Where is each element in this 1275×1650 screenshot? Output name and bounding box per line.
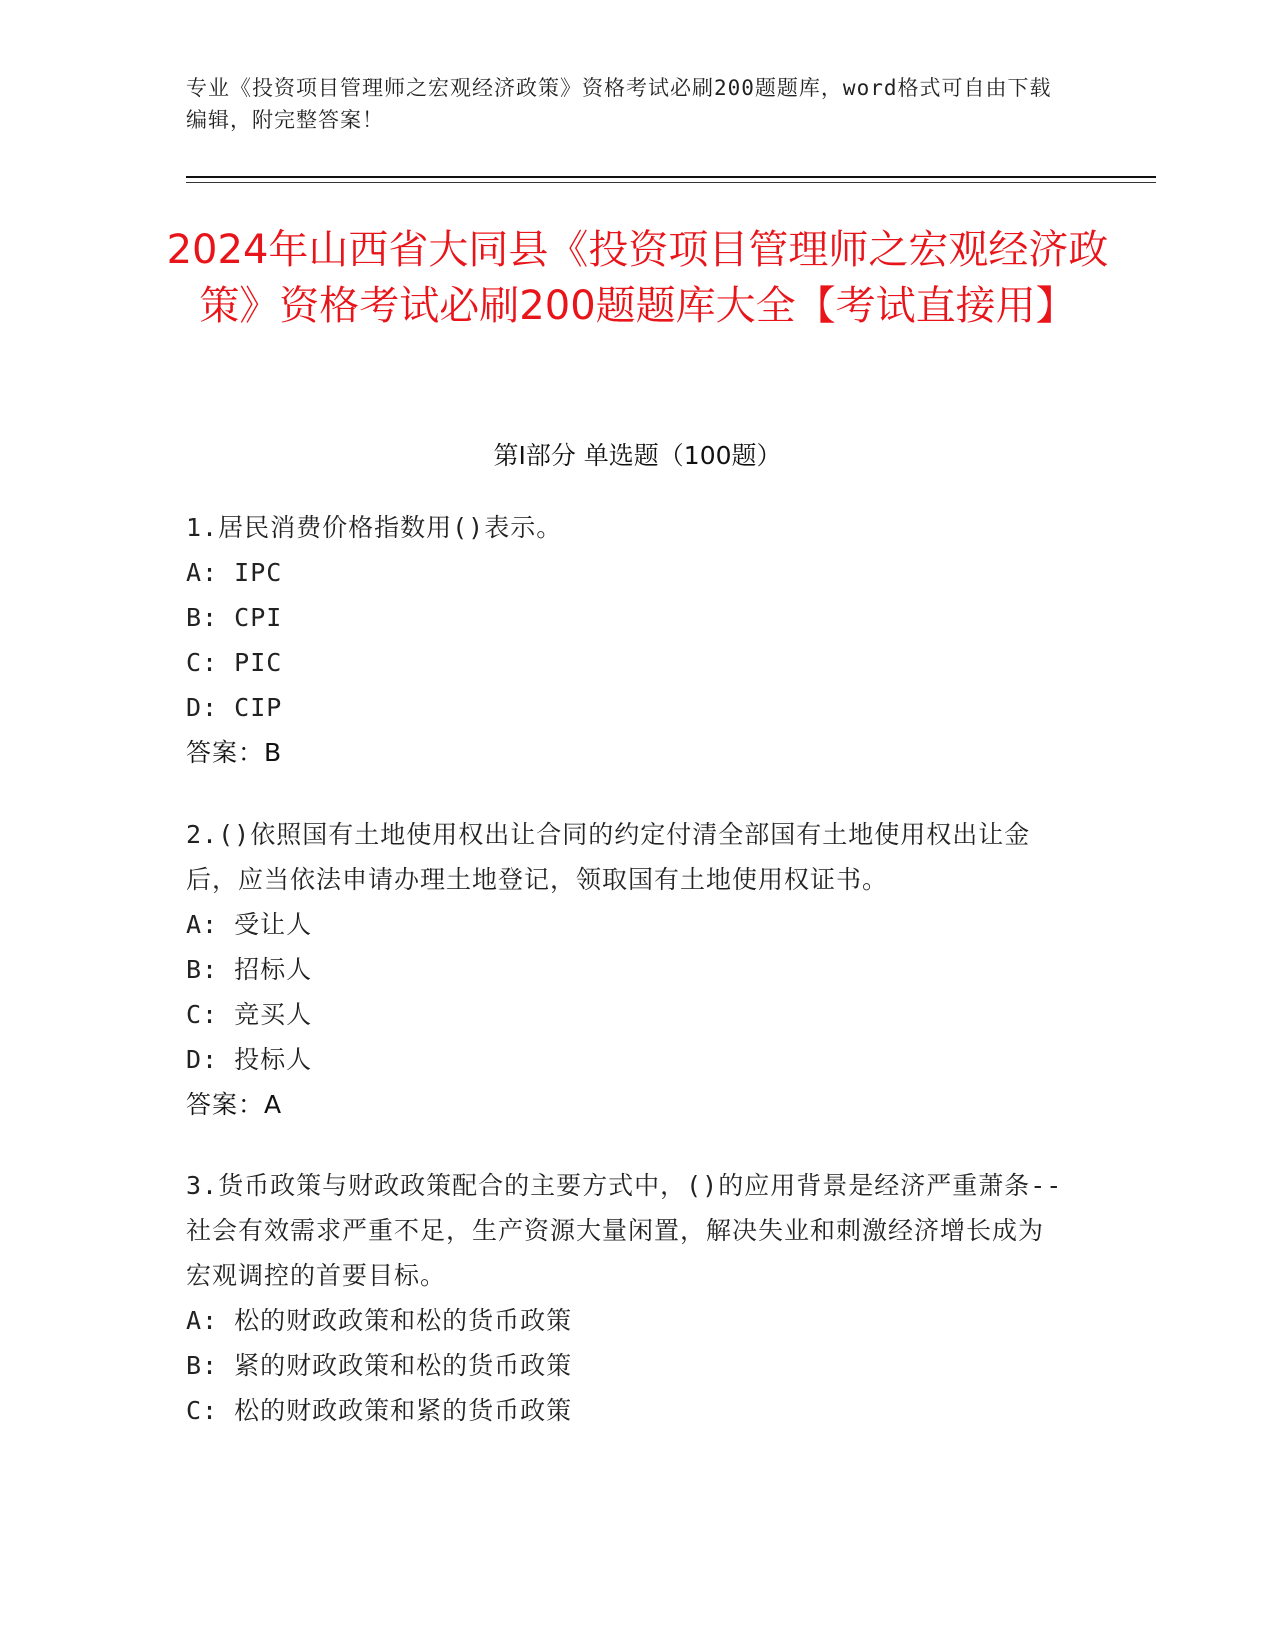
question-3 [186, 1163, 1066, 1433]
question-2 [186, 812, 1066, 1127]
option-c: C: PIC [186, 648, 283, 677]
option-b: B: 紧的财政政策和松的货币政策 [186, 1351, 573, 1380]
option-c: C: 竞买人 [186, 1000, 313, 1029]
option-a: A: IPC [186, 558, 283, 587]
header-rule-thin [186, 182, 1156, 183]
option-a: A: 受让人 [186, 910, 313, 939]
option-d: D: 投标人 [186, 1045, 313, 1074]
question-stem: 2.()依照国有土地使用权出让合同的约定付清全部国有土地使用权出让金后，应当依法申请办理土地登记，领取国有土地使用权证书。 [186, 820, 1031, 894]
option-d: D: CIP [186, 693, 283, 722]
option-c: C: 松的财政政策和紧的货币政策 [186, 1396, 573, 1425]
answer-line: 答案：B [186, 738, 283, 767]
option-b: B: 招标人 [186, 955, 313, 984]
document-title: 2024年山西省大同县《投资项目管理师之宏观经济政策》资格考试必刷200题题库大全【考试直接用】 [166, 227, 1109, 329]
option-b: B: CPI [186, 603, 283, 632]
option-a: A: 松的财政政策和松的货币政策 [186, 1306, 573, 1335]
header-rule-thick [186, 176, 1156, 178]
question-stem: 1.居民消费价格指数用()表示。 [186, 513, 563, 542]
section-title: 第Ⅰ部分 单选题（100题） [493, 441, 782, 470]
header-note: 专业《投资项目管理师之宏观经济政策》资格考试必刷200题题库，word格式可自由下载编辑，附完整答案！ [186, 76, 1052, 132]
question-stem: 3.货币政策与财政政策配合的主要方式中，()的应用背景是经济严重萧条--社会有效需求严重不足，生产资源大量闲置，解决失业和刺激经济增长成为宏观调控的首要目标。 [186, 1171, 1063, 1290]
answer-line: 答案：A [186, 1090, 283, 1119]
question-1 [186, 505, 1066, 775]
